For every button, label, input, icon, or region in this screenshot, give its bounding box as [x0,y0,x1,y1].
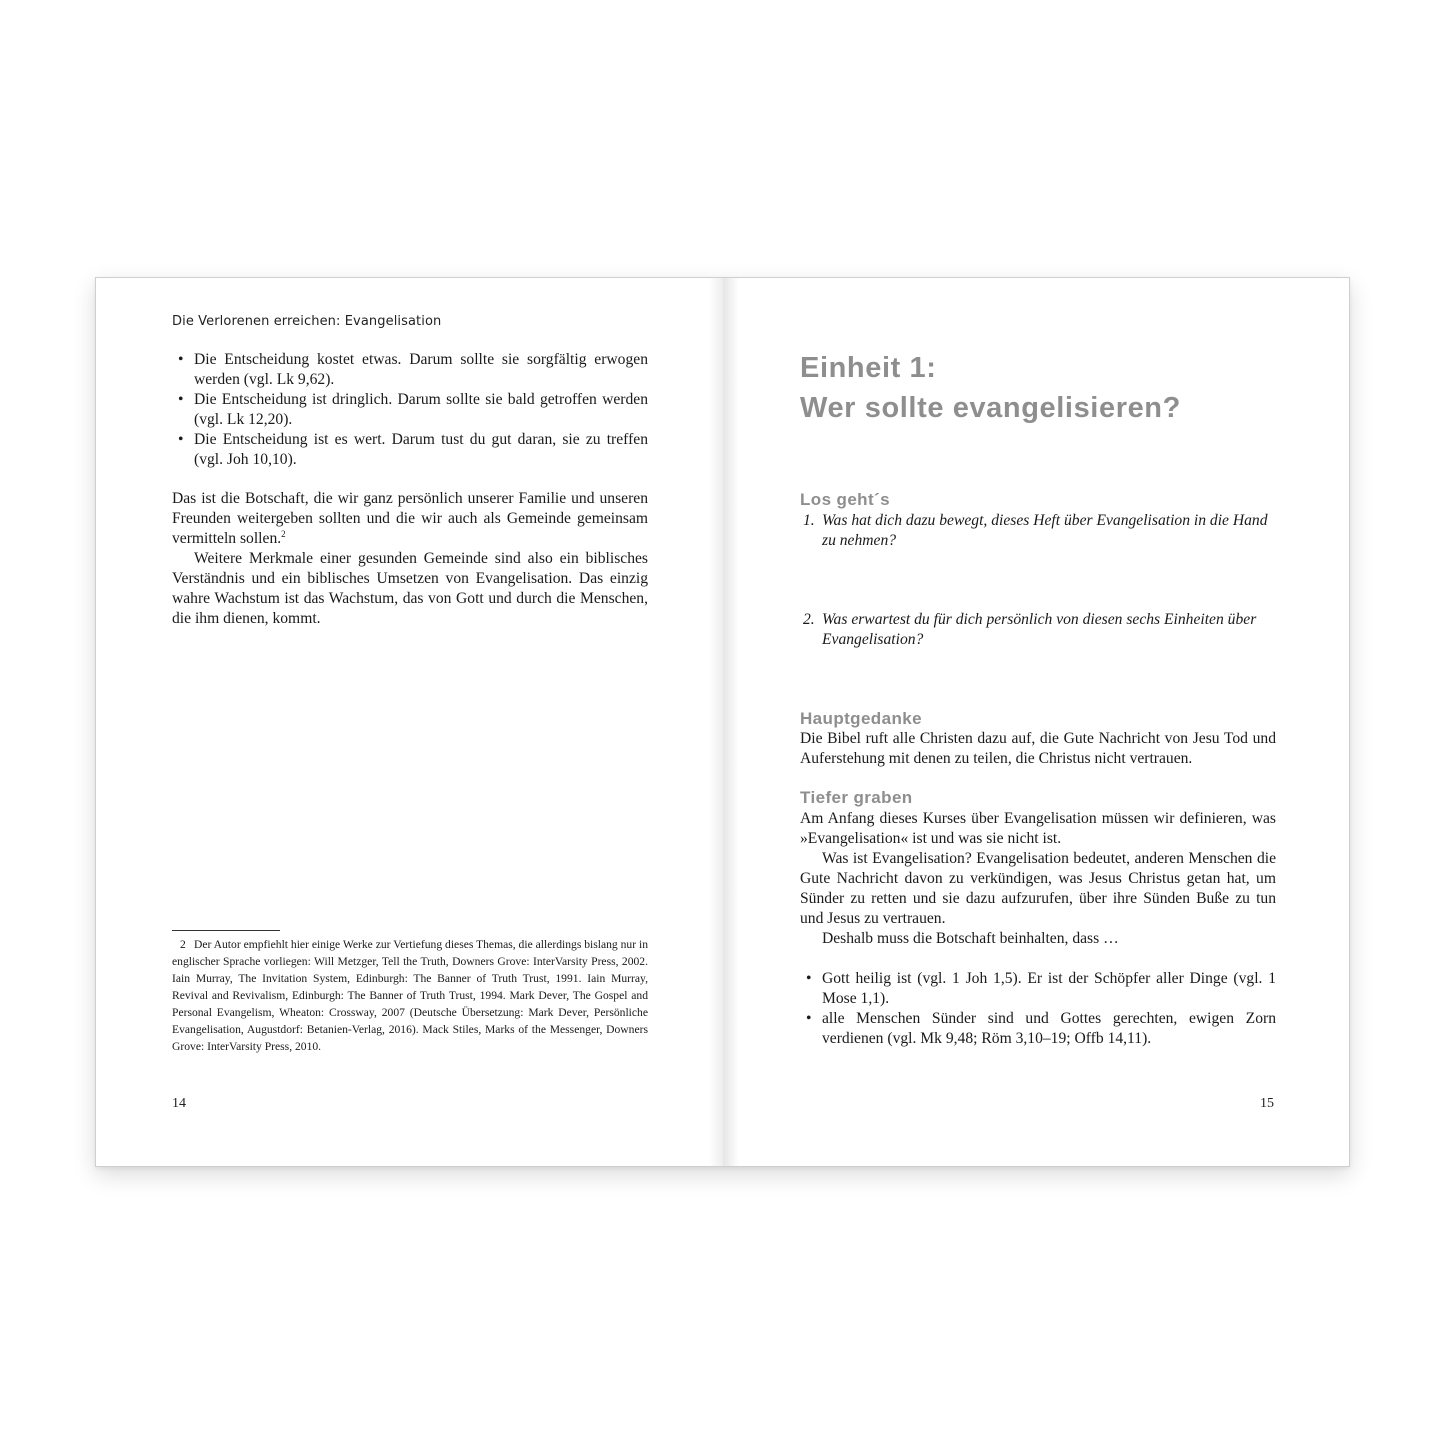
section-heading-los-gehts: Los geht´s [800,490,890,509]
bullet-icon: • [806,1010,812,1027]
paragraph: Was ist Evangelisation? Evangelisation bedeutet, anderen Menschen die Gute Nachricht davon zu verkündigen, was Jesus Christus getan hat, um Sünder zu retten und sie dazu aufzurufen, über ihre Sünden Buße zu tun und Jesus zu vertrauen. [800,850,1276,927]
question-text: Was hat dich dazu bewegt, dieses Heft über Evangelisation in die Hand zu nehmen? [822,512,1268,549]
bullet-icon: • [178,431,184,448]
left-page [96,278,723,1166]
footnote-number: 2 [180,938,186,951]
title-line: Einheit 1: [800,352,937,384]
bullet-text: Die Entscheidung ist dringlich. Darum sollte sie bald getroffen werden (vgl. Lk 12,20). [194,391,648,428]
bullet-text: Die Entscheidung ist es wert. Darum tust du gut daran, sie zu treffen (vgl. Joh 10,10). [194,431,648,468]
list-item [172,430,648,470]
paragraph: Die Bibel ruft alle Christen dazu auf, die Gute Nachricht von Jesu Tod und Auferstehung mit denen zu teilen, die Christus nicht vertrauen. [800,730,1276,767]
paragraph [172,489,648,549]
body-text-left [172,489,648,629]
footnote [172,936,648,1055]
section-heading-hauptgedanke: Hauptgedanke [800,709,922,728]
bullet-list-right [800,969,1276,1049]
bullet-icon: • [178,351,184,368]
bullet-list-left [172,350,648,470]
gutter-shadow-right [723,278,739,1166]
book-spread [95,277,1350,1167]
list-item [800,1009,1276,1049]
bullet-icon: • [806,970,812,987]
question-item [800,610,1275,650]
page-title [800,348,1270,428]
footnote-reference: 2 [281,528,286,539]
page-number: 15 [1260,1096,1274,1111]
question-text: Was erwartest du für dich persönlich von diesen sechs Einheiten über Evangelisation? [822,611,1257,648]
footnote-divider [172,930,280,931]
bullet-text: Gott heilig ist (vgl. 1 Joh 1,5). Er ist der Schöpfer aller Dinge (vgl. 1 Mose 1,1). [822,970,1276,1007]
paragraph: Weitere Merkmale einer gesunden Gemeinde sind also ein biblisches Verständnis und ein biblisches Umsetzen von Evangelisation. Das einzig wahre Wachstum ist das Wachstum, das von Gott und durch die Menschen, die ihm dienen, kommt. [172,550,648,627]
paragraph: Deshalb muss die Botschaft beinhalten, dass … [822,930,1119,947]
list-item [172,350,648,390]
bullet-icon: • [178,391,184,408]
bullet-text: alle Menschen Sünder sind und Gottes gerechten, ewigen Zorn verdienen (vgl. Mk 9,48; Röm 3,10–19; Offb 14,11). [822,1010,1276,1047]
gutter-shadow-left [709,278,723,1166]
paragraph-text: Das ist die Botschaft, die wir ganz persönlich unserer Familie und unseren Freunden weitergeben sollten und die wir auch als Gemeinde gemeinsam vermitteln sollen. [172,490,648,547]
bullet-text: Die Entscheidung kostet etwas. Darum sollte sie sorgfältig erwogen werden (vgl. Lk 9,62). [194,351,648,388]
list-item [800,969,1276,1009]
question-number: 2. [803,611,815,628]
footnote-text: Der Autor empfiehlt hier einige Werke zur Vertiefung dieses Themas, die allerdings bislang nur in englischer Sprache vorliegen: Will Metzger, Tell the Truth, Downers Grove: InterVarsity Press, 2002. Iain Murray, The Invitation System, Edinburgh: The Banner of Truth Trust, 1991. Iain Murray, Revival and Revivalism, Edinburgh: The Banner of Truth Trust, 1994. Mark Dever, The Gospel and Personal Evangelism, Wheaton: Crossway, 2007 (Deutsche Übersetzung: Mark Dever, Persönliche Evangelisation, Augustdorf: Betanien-Verlag, 2016). Mack Stiles, Marks of the Messenger, Downers Grove: InterVarsity Press, 2010. [172,938,648,1053]
paragraph: Am Anfang dieses Kurses über Evangelisation müssen wir definieren, was »Evangelisation« ist und was sie nicht ist. [800,810,1276,847]
question-number: 1. [803,512,815,529]
title-line: Wer sollte evangelisieren? [800,392,1181,424]
page-number: 14 [172,1096,186,1111]
section-heading-tiefer-graben: Tiefer graben [800,788,913,807]
running-head: Die Verlorenen erreichen: Evangelisation [172,314,442,329]
question-item [800,511,1275,551]
right-page [723,278,1349,1166]
body-text-right [800,809,1276,949]
list-item [172,390,648,430]
